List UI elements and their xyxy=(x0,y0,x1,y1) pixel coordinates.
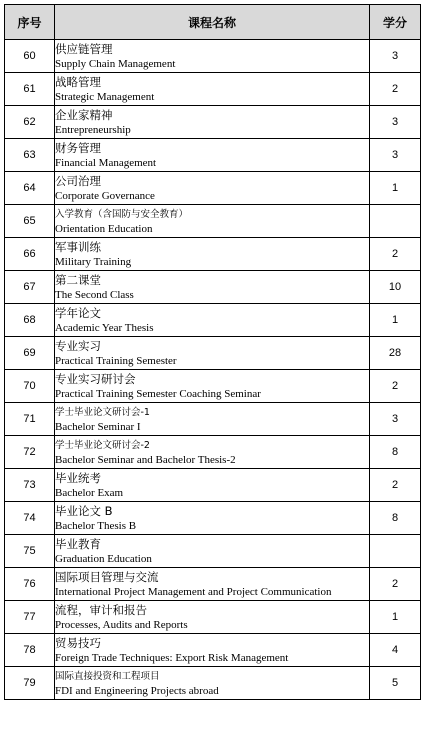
table-row xyxy=(5,205,421,238)
row-seq: 63 xyxy=(5,139,55,172)
row-course-name xyxy=(55,436,370,469)
course-name-english: Graduation Education xyxy=(55,552,152,565)
course-name-chinese: 贸易技巧 xyxy=(55,635,101,650)
table-row xyxy=(5,40,421,73)
header-row xyxy=(5,5,421,40)
row-credits: 3 xyxy=(370,40,421,73)
row-course-name xyxy=(55,172,370,205)
row-credits: 1 xyxy=(370,601,421,634)
course-name-english: Strategic Management xyxy=(55,90,155,103)
course-name-english: Entrepreneurship xyxy=(55,123,131,136)
course-name-chinese: 毕业统考 xyxy=(55,470,101,485)
row-course-name xyxy=(55,502,370,535)
course-name-english: Processes, Audits and Reports xyxy=(55,618,188,631)
course-name-english: Bachelor Exam xyxy=(55,486,124,499)
course-name-chinese: 战略管理 xyxy=(55,74,101,89)
course-name-english: International Project Management and Project Communication xyxy=(55,585,332,598)
row-seq: 74 xyxy=(5,502,55,535)
table-row xyxy=(5,73,421,106)
course-name-chinese: 国际直接投资和工程项目 xyxy=(55,670,160,682)
course-name-chinese: 学士毕业论文研讨会-1 xyxy=(55,406,150,418)
table-row xyxy=(5,568,421,601)
table-row xyxy=(5,469,421,502)
course-name-chinese: 军事训练 xyxy=(55,239,101,254)
row-seq: 71 xyxy=(5,403,55,436)
course-name-english: The Second Class xyxy=(55,288,134,301)
row-course-name xyxy=(55,304,370,337)
row-seq: 79 xyxy=(5,667,55,700)
header-credits: 学分 xyxy=(370,5,421,40)
row-course-name xyxy=(55,271,370,304)
row-credits: 8 xyxy=(370,502,421,535)
table-row xyxy=(5,238,421,271)
row-course-name xyxy=(55,40,370,73)
row-credits xyxy=(370,535,421,568)
table-row xyxy=(5,535,421,568)
course-name-english: FDI and Engineering Projects abroad xyxy=(55,684,219,697)
row-course-name xyxy=(55,106,370,139)
row-seq: 65 xyxy=(5,205,55,238)
row-credits xyxy=(370,205,421,238)
row-credits: 2 xyxy=(370,238,421,271)
course-name-english: Military Training xyxy=(55,255,132,268)
row-credits: 3 xyxy=(370,139,421,172)
table-row xyxy=(5,139,421,172)
row-credits: 1 xyxy=(370,172,421,205)
row-seq: 75 xyxy=(5,535,55,568)
course-name-english: Bachelor Thesis B xyxy=(55,519,137,532)
row-course-name xyxy=(55,601,370,634)
row-seq: 60 xyxy=(5,40,55,73)
table-row xyxy=(5,172,421,205)
row-course-name xyxy=(55,205,370,238)
course-name-english: Foreign Trade Techniques: Export Risk Management xyxy=(55,651,289,664)
row-seq: 69 xyxy=(5,337,55,370)
row-course-name xyxy=(55,370,370,403)
row-seq: 70 xyxy=(5,370,55,403)
row-course-name xyxy=(55,535,370,568)
course-name-chinese: 企业家精神 xyxy=(55,107,113,122)
row-course-name xyxy=(55,568,370,601)
row-seq: 76 xyxy=(5,568,55,601)
row-credits: 2 xyxy=(370,469,421,502)
course-name-chinese: 财务管理 xyxy=(55,140,101,155)
course-name-english: Practical Training Semester xyxy=(55,354,177,367)
row-course-name xyxy=(55,634,370,667)
row-seq: 66 xyxy=(5,238,55,271)
table-row xyxy=(5,337,421,370)
course-name-chinese: 学士毕业论文研讨会-2 xyxy=(55,439,150,451)
row-course-name xyxy=(55,667,370,700)
row-credits: 2 xyxy=(370,568,421,601)
course-name-chinese: 第二课堂 xyxy=(55,272,101,287)
row-credits: 8 xyxy=(370,436,421,469)
course-name-chinese: 供应链管理 xyxy=(55,41,113,56)
table-row xyxy=(5,271,421,304)
row-credits: 10 xyxy=(370,271,421,304)
row-credits: 3 xyxy=(370,403,421,436)
course-name-english: Academic Year Thesis xyxy=(55,321,154,334)
header-seq: 序号 xyxy=(5,5,55,40)
table-row xyxy=(5,601,421,634)
row-seq: 62 xyxy=(5,106,55,139)
row-seq: 78 xyxy=(5,634,55,667)
row-seq: 72 xyxy=(5,436,55,469)
table-row xyxy=(5,436,421,469)
row-course-name xyxy=(55,73,370,106)
row-credits: 28 xyxy=(370,337,421,370)
course-name-chinese: 毕业论文 B xyxy=(55,503,113,518)
course-name-chinese: 学年论文 xyxy=(55,305,101,320)
row-credits: 3 xyxy=(370,106,421,139)
table-row xyxy=(5,304,421,337)
course-name-english: Bachelor Seminar and Bachelor Thesis-2 xyxy=(55,453,236,466)
row-credits: 4 xyxy=(370,634,421,667)
row-course-name xyxy=(55,469,370,502)
row-credits: 2 xyxy=(370,370,421,403)
table-row xyxy=(5,370,421,403)
row-course-name xyxy=(55,403,370,436)
row-course-name xyxy=(55,139,370,172)
table-row xyxy=(5,667,421,700)
row-seq: 68 xyxy=(5,304,55,337)
course-name-chinese: 专业实习研讨会 xyxy=(55,371,136,386)
course-name-english: Practical Training Semester Coaching Seminar xyxy=(55,387,261,400)
course-name-chinese: 流程，审计和报告 xyxy=(55,602,147,617)
row-seq: 73 xyxy=(5,469,55,502)
course-name-chinese: 专业实习 xyxy=(55,338,101,353)
row-credits: 5 xyxy=(370,667,421,700)
course-name-english: Orientation Education xyxy=(55,222,153,235)
row-credits: 2 xyxy=(370,73,421,106)
table-row xyxy=(5,502,421,535)
table-row xyxy=(5,403,421,436)
course-table xyxy=(4,4,421,700)
row-seq: 67 xyxy=(5,271,55,304)
row-seq: 64 xyxy=(5,172,55,205)
table-row xyxy=(5,634,421,667)
row-seq: 61 xyxy=(5,73,55,106)
row-course-name xyxy=(55,238,370,271)
course-name-chinese: 公司治理 xyxy=(55,173,101,188)
header-course-name: 课程名称 xyxy=(55,5,370,40)
row-seq: 77 xyxy=(5,601,55,634)
course-name-english: Bachelor Seminar I xyxy=(55,420,141,433)
course-name-chinese: 毕业教育 xyxy=(55,536,101,551)
course-name-chinese: 入学教育（含国防与安全教育） xyxy=(55,208,189,220)
table-row xyxy=(5,106,421,139)
course-name-chinese: 国际项目管理与交流 xyxy=(55,569,159,584)
course-name-english: Supply Chain Management xyxy=(55,57,176,70)
row-credits: 1 xyxy=(370,304,421,337)
course-name-english: Corporate Governance xyxy=(55,189,155,202)
course-name-english: Financial Management xyxy=(55,156,157,169)
row-course-name xyxy=(55,337,370,370)
